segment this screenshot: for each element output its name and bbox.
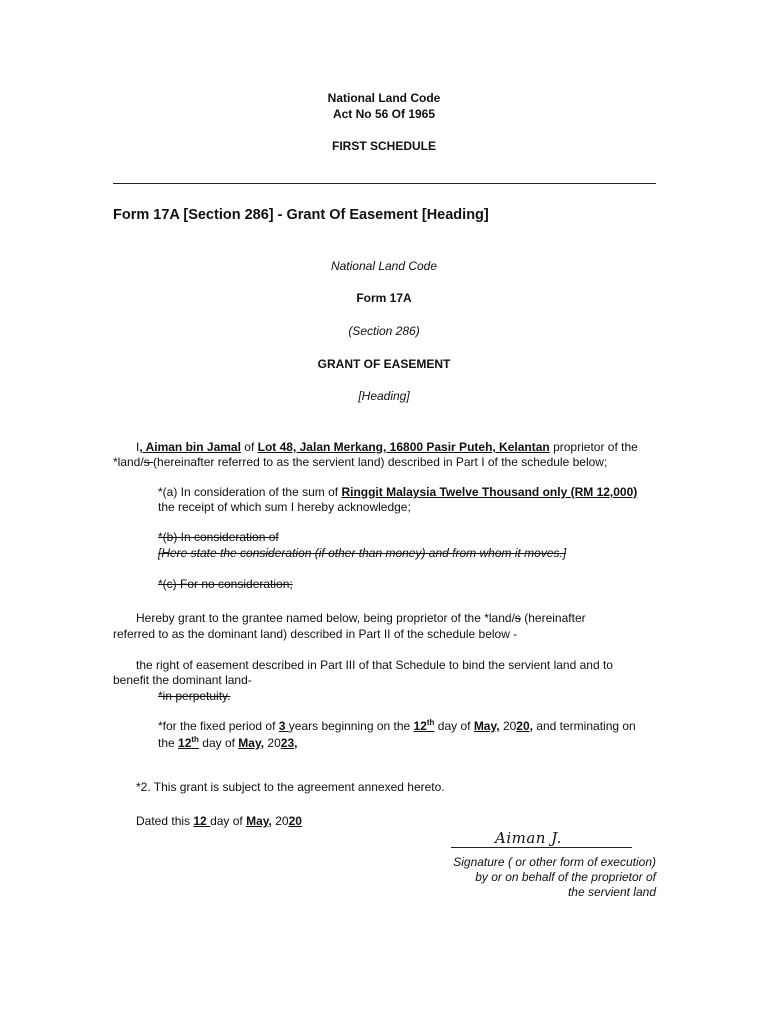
period-end-day-of: day of [198,736,239,750]
intro-land: *land/ [113,455,144,469]
intro-tail: proprietor of the [549,440,638,454]
clause-a-line-2: the receipt of which sum I hereby acknowledge; [158,500,411,514]
dated-month: May, [246,814,272,828]
signature-caption-line-1: Signature ( or other form of execution) [453,855,656,869]
period-end-year: 23, [280,736,298,750]
dated-line [136,814,302,828]
period-years: 3 [278,719,289,733]
period-day-of: day of [434,719,474,733]
horizontal-rule [113,183,656,184]
grant-pre: Hereby grant to the grantee named below, being proprietor of the *land/ [136,611,515,625]
period-tail: and terminating on [532,719,636,733]
dated-pre: Dated this [136,814,194,828]
period-line-1 [158,719,636,733]
period-pre: *for the fixed period of [158,719,279,733]
period-start-year: 20, [516,719,533,733]
grant-tail: (hereinafter [520,611,586,625]
dated-mid: day of [210,814,247,828]
subheader-heading: [Heading] [358,389,410,403]
start-day-suffix: th [426,718,435,727]
right-line-1: the right of easement described in Part III of that Schedule to bind the servient land and to [136,658,613,672]
period-mid: years beginning on the [288,719,414,733]
form-heading: Form 17A [Section 286] - Grant Of Easement [Heading] [113,207,489,223]
subheader-code: National Land Code [330,259,438,273]
agreement-clause: *2. This grant is subject to the agreement annexed hereto. [136,780,445,794]
intro-land-strike: s [143,455,154,469]
perpetuity-option: *in perpetuity. [158,689,231,703]
grant-line-1 [136,611,586,625]
subheader-section: (Section 286) [348,324,420,338]
subheader-form: Form 17A [356,291,412,305]
signature-line [451,847,632,848]
dated-year: 20 [288,814,302,828]
grant-line-2: referred to as the dominant land) described in Part II of the schedule below - [113,627,518,641]
signature-caption-line-2: by or on behalf of the proprietor of [475,870,656,884]
intro-of: of [240,440,258,454]
intro-servient: (hereinafter referred to as the servient land) described in Part I of the schedule below; [153,455,608,469]
grant-strike: s [514,611,521,625]
clause-a-pre: *(a) In consideration of the sum of [158,485,342,499]
period-line2-pre: the [158,736,179,750]
start-day-number: 12 [413,719,427,733]
clause-c: *(c) For no consideration; [158,577,293,591]
end-day-number: 12 [178,736,192,750]
end-day-suffix: th [191,735,199,744]
clause-a-line-1 [158,485,637,499]
clause-b-line-2: [Here state the consideration (if other than money) and from whom it moves.] [158,546,567,560]
act-number: Act No 56 Of 1965 [332,107,436,121]
period-end-month: May, [238,736,265,750]
consideration-amount: Ringgit Malaysia Twelve Thousand only (RM 12,000) [341,485,638,499]
handwritten-signature: Aiman J. [495,829,562,847]
period-start-day [414,719,435,733]
signature-caption-line-3: the servient land [567,885,656,899]
proprietor-address: Lot 48, Jalan Merkang, 16800 Pasir Puteh, Kelantan [257,440,550,454]
intro-pronoun: I [136,440,140,454]
period-end-year-pre: 20 [264,736,281,750]
proprietor-name: , Aiman bin Jamal [139,440,241,454]
period-year-pre: 20 [499,719,517,733]
period-end-day [178,736,199,750]
schedule-title: FIRST SCHEDULE [331,139,436,153]
signature-caption [400,855,656,900]
intro-line-2 [113,455,607,469]
intro-line-1 [136,440,638,454]
dated-day: 12 [193,814,211,828]
subheader-title: GRANT OF EASEMENT [317,357,451,371]
right-line-2: benefit the dominant land- [113,673,252,687]
period-start-month: May, [473,719,500,733]
clause-b-line-1: *(b) In consideration of [158,530,279,544]
period-line-2 [158,736,297,750]
act-title: National Land Code [327,91,441,105]
dated-year-pre: 20 [271,814,289,828]
